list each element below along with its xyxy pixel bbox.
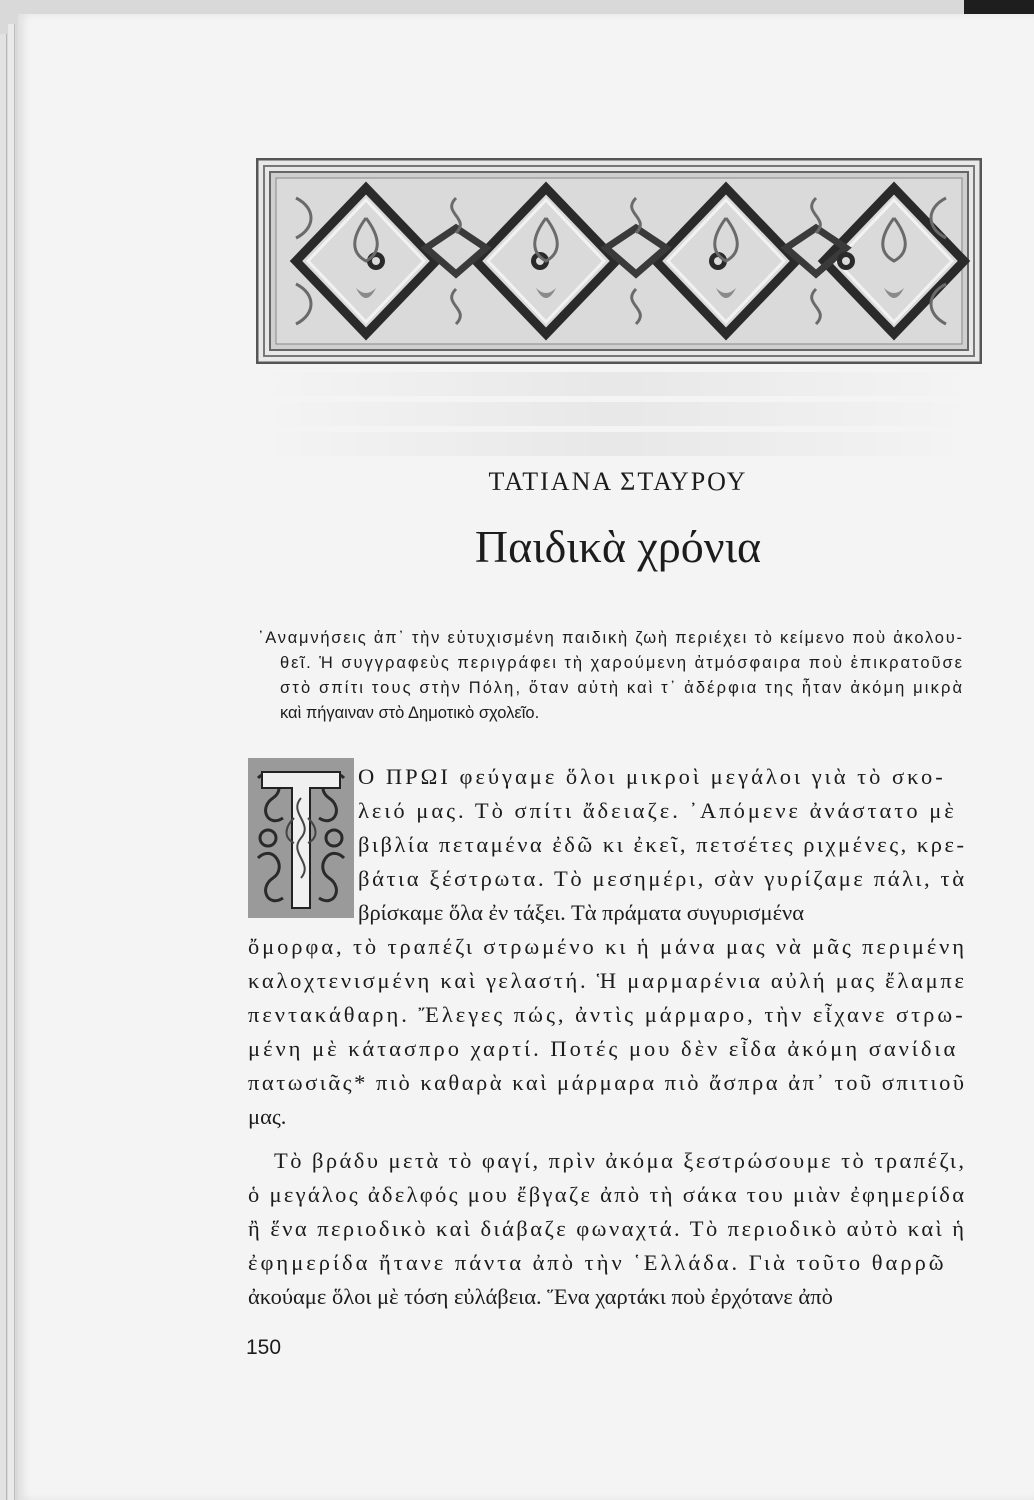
intro-line: θεῖ. Ἡ συγγραφεὺς περιγράφει τὴ χαρούμενη ἀτμόσφαιρα ποὺ ἐπικρατοῦσε [280, 654, 964, 672]
intro-line: καὶ πήγαιναν στὸ Δημοτικὸ σχολεῖο. [280, 704, 540, 722]
text-line: ἢ ἕνα περιοδικὸ καὶ διάβαζε φωναχτά. Τὸ περιοδικὸ αὐτὸ καὶ ἡ [248, 1216, 967, 1241]
intro-line: ᾿Αναμνήσεις ἀπ᾿ τὴν εὐτυχισμένη παιδικὴ ζωὴ περιέχει τὸ κείμενο ποὺ ἀκολου- [258, 629, 964, 647]
ornamental-banner [256, 158, 982, 364]
page-stack-edge [0, 34, 7, 1500]
page-number: 150 [246, 1336, 282, 1359]
paragraph-1 [248, 930, 966, 1134]
text-line: βρίσκαμε ὅλα ἐν τάξει. Τὰ πράματα συγυρισμένα [358, 900, 805, 925]
show-through [256, 402, 976, 426]
scan-corner-shadow [964, 0, 1034, 14]
text-line: ὄμορφα, τὸ τραπέζι στρωμένο κι ἡ μάνα μας νὰ μᾶς περιμένη [248, 934, 967, 959]
chapter-title: Παιδικὰ χρόνια [474, 521, 762, 572]
text-line: ἀκούαμε ὅλοι μὲ τόση εὐλάβεια. Ἕνα χαρτάκι ποὺ ἐρχότανε ἀπὸ [248, 1284, 833, 1309]
show-through [256, 432, 976, 456]
text-line: Τὸ βράδυ μετὰ τὸ φαγί, πρὶν ἀκόμα ξεστρώσουμε τὸ τραπέζι, [274, 1148, 967, 1173]
text-line: ὁ μεγάλος ἀδελφός μου ἔβγαζε ἀπὸ τὴ σάκα του μιὰν ἐφημερίδα [248, 1182, 967, 1207]
text-line: μένη μὲ κάτασπρο χαρτί. Ποτές μου δὲν εἶδα ἀκόμη σανίδια [248, 1036, 959, 1061]
text-line: μας. [248, 1104, 287, 1129]
paragraph-1-dropcap-lines [248, 760, 966, 930]
text-line: βάτια ξέστρωτα. Τὸ μεσημέρι, σὰν γυρίζαμε πάλι, τὰ [358, 866, 967, 891]
author-name: ΤΑΤΙΑΝΑ ΣΤΑΥΡΟΥ [488, 467, 748, 496]
page-stack-edge [8, 24, 15, 1500]
intro-paragraph [258, 626, 964, 726]
text-line: λειό μας. Τὸ σπίτι ἄδειαζε. ᾿Απόμενε ἀνάστατο μὲ [358, 798, 957, 823]
text-line: πεντακάθαρη. Ἔλεγες πώς, ἀντὶς μάρμαρο, τὴν εἶχανε στρω- [248, 1002, 966, 1027]
text-line: καλοχτενισμένη καὶ γελαστή. Ἡ μαρμαρένια αὐλή μας ἔλαμπε [248, 968, 967, 993]
paragraph-2 [248, 1144, 966, 1314]
text-line: βιβλία πεταμένα ἐδῶ κι ἐκεῖ, πετσέτες ριχμένες, κρε- [358, 832, 967, 857]
text-line: Ο ΠΡΩΙ φεύγαμε ὅλοι μικροὶ μεγάλοι γιὰ τὸ σκο- [358, 764, 946, 789]
text-line: ἐφημερίδα ἤτανε πάντα ἀπὸ τὴν ῾Ελλάδα. Γιὰ τοῦτο θαρρῶ [248, 1250, 947, 1275]
show-through [256, 372, 976, 396]
body-text [248, 760, 966, 1314]
intro-line: στὸ σπίτι τους στὴν Πόλη, ὅταν αὐτὴ καὶ τ᾿ ἀδέρφια της ἦταν ἀκόμη μικρὰ [280, 679, 965, 697]
text-line: πατωσιᾶς* πιὸ καθαρὰ καὶ μάρμαρα πιὸ ἄσπρα ἀπ᾿ τοῦ σπιτιοῦ [248, 1070, 967, 1095]
